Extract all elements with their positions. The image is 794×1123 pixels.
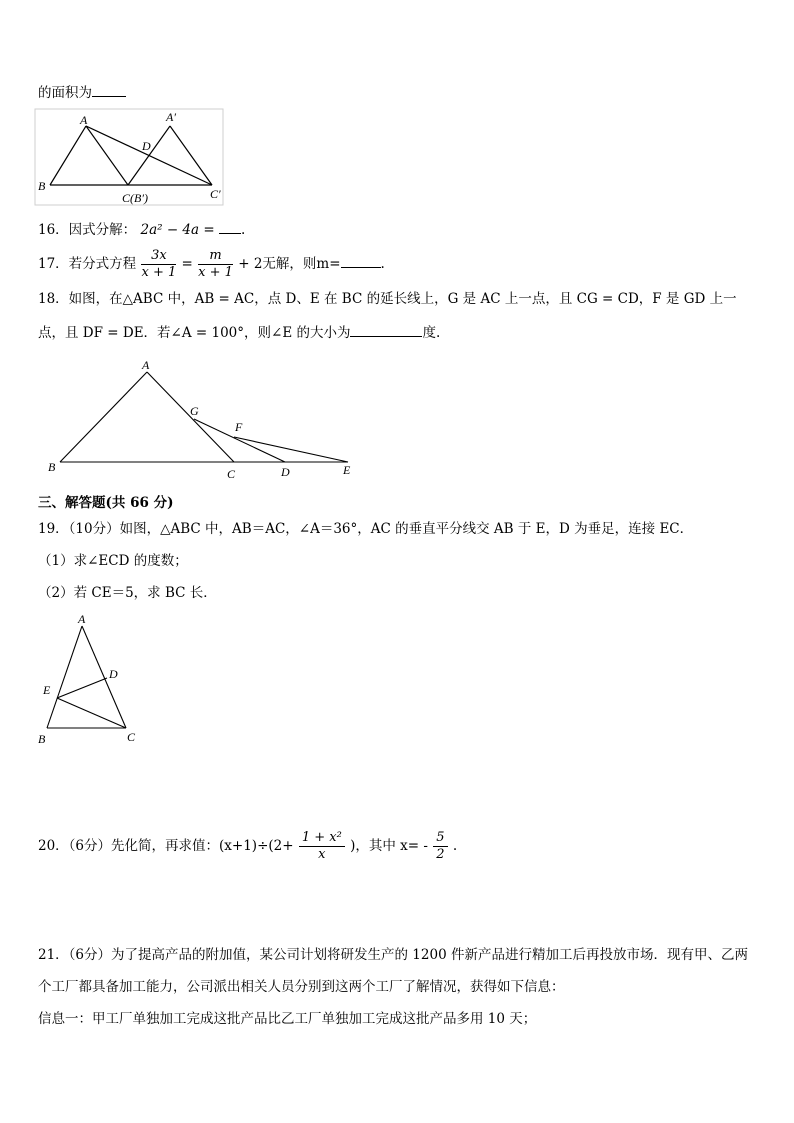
q20-value-fraction: $\frac{5}{2}$ — [433, 830, 447, 863]
q19-stem: 19．（10分）如图，△ABC 中，AB＝AC，∠A＝36°，AC 的垂直平分线交 AB 于 E，D 为垂足，连接 EC． — [38, 521, 694, 537]
label-A: A — [80, 113, 88, 127]
label-B: B — [38, 179, 46, 193]
q16-text: 16．因式分解： — [38, 222, 137, 238]
q17-end: . — [380, 256, 385, 272]
label-C: C — [127, 730, 136, 744]
label-D: D — [142, 139, 151, 153]
q17-equals: = — [181, 256, 193, 272]
q20 — [38, 826, 457, 866]
label-D: D — [109, 667, 118, 681]
label-A: A — [78, 612, 86, 626]
label-B: B — [48, 460, 56, 474]
q20-fraction: $\frac{\text{1 + x²}}{x}$ — [299, 830, 345, 863]
q16 — [38, 219, 245, 239]
label-A-prime: A′ — [166, 110, 176, 124]
q19-figure — [34, 612, 144, 748]
q20-end: . — [452, 838, 458, 854]
q16-expr: 2a² − 4a = — [140, 222, 215, 238]
label-E: E — [343, 463, 351, 477]
answer-blank[interactable] — [350, 322, 422, 337]
q18-line2-text: 点，且 DF = DE．若∠A = 100°，则∠E 的大小为 — [38, 325, 351, 341]
q18-line1: 18．如图，在△ABC 中，AB = AC，点 D、E 在 BC 的延长线上，G 是 AC 上一点，且 CG = CD，F 是 GD 上一 — [38, 291, 737, 307]
q19-part1: （1）求∠ECD 的度数； — [38, 553, 188, 569]
q20-prefix: 20．（6分）先化简，再求值：(x+1)÷(2+ — [38, 838, 294, 854]
label-C-prime: C′ — [210, 187, 221, 201]
q17-suffix: 无解，则m= — [262, 256, 341, 272]
q16-end: . — [240, 222, 246, 238]
q15-figure — [34, 108, 226, 208]
label-C: C — [227, 467, 236, 481]
q15-tail — [38, 82, 126, 102]
q18-figure — [40, 355, 370, 485]
label-E: E — [43, 683, 51, 697]
q19-part2: （2）若 CE＝5，求 BC 长． — [38, 585, 217, 601]
q20-mid: )，其中 x= - — [350, 838, 428, 854]
q17-prefix: 17．若分式方程 — [38, 256, 137, 272]
label-A: A — [142, 358, 150, 372]
q17-plus: + 2 — [238, 256, 263, 272]
q15-tail-text: 的面积为 — [38, 85, 92, 101]
q21-line2: 个工厂都具备加工能力，公司派出相关人员分别到这两个工厂了解情况，获得如下信息： — [38, 979, 565, 995]
section-title: 三、解答题(共 66 分) — [38, 495, 174, 511]
label-C-Bprime: C(B′) — [122, 191, 148, 205]
label-G: G — [190, 404, 199, 418]
q17-fraction-2: $\frac{m}{x + 1}$ — [198, 248, 233, 280]
q17 — [38, 246, 385, 282]
q17-fraction-1: $\frac{3x}{x + 1}$ — [141, 248, 177, 280]
answer-blank[interactable] — [92, 82, 126, 97]
label-B: B — [38, 732, 46, 746]
q21-line3: 信息一：甲工厂单独加工完成这批产品比乙工厂单独加工完成这批产品多用 10 天； — [38, 1011, 537, 1027]
answer-blank[interactable] — [341, 253, 381, 268]
q21-line1: 21．（6分）为了提高产品的附加值，某公司计划将研发生产的 1200 件新产品进行精加工后再投放市场．现有甲、乙两 — [38, 947, 748, 963]
label-D: D — [281, 465, 290, 479]
label-F: F — [235, 420, 243, 434]
q18-line2 — [38, 322, 440, 342]
q18-line2-end: 度. — [422, 325, 441, 341]
answer-blank[interactable] — [219, 219, 241, 234]
